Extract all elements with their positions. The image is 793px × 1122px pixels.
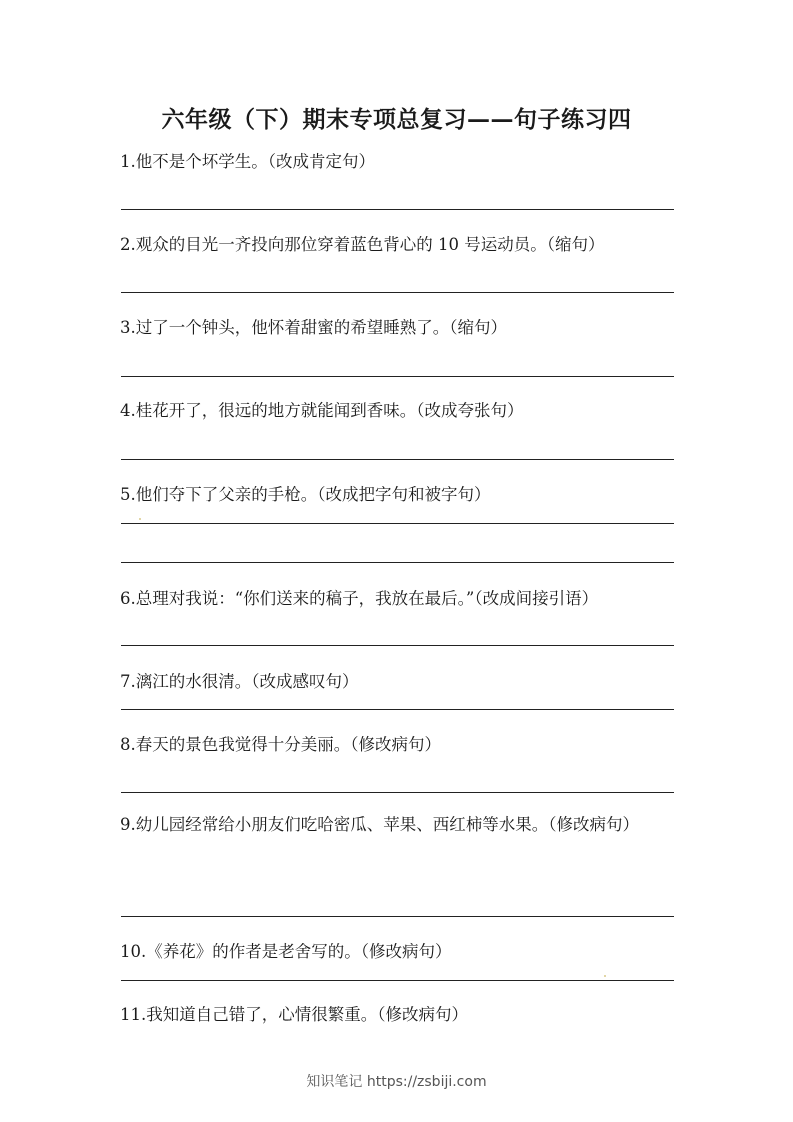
answer-line-10[interactable] — [121, 980, 674, 981]
answer-line-2[interactable] — [121, 292, 674, 293]
answer-line-4[interactable] — [121, 459, 674, 460]
question-3: 3.过了一个钟头，他怀着甜蜜的希望睡熟了。（缩句） — [120, 318, 507, 337]
speck-mark — [604, 975, 606, 977]
footer-watermark: 知识笔记 https://zsbiji.com — [306, 1074, 487, 1090]
answer-line-6[interactable] — [121, 645, 674, 646]
answer-line-5a[interactable] — [121, 523, 674, 524]
question-8: 8.春天的景色我觉得十分美丽。（修改病句） — [120, 735, 441, 754]
question-7: 7.漓江的水很清。（改成感叹句） — [120, 672, 359, 691]
page-title: 六年级（下）期末专项总复习——句子练习四 — [161, 106, 632, 133]
question-2: 2.观众的目光一齐投向那位穿着蓝色背心的 10 号运动员。（缩句） — [120, 235, 605, 254]
answer-line-7[interactable] — [121, 709, 674, 710]
question-10: 10.《养花》的作者是老舍写的。（修改病句） — [120, 942, 452, 961]
question-6: 6.总理对我说：“你们送来的稿子，我放在最后。”（改成间接引语） — [120, 589, 599, 608]
question-9: 9.幼儿园经常给小朋友们吃哈密瓜、苹果、西红柿等水果。（修改病句） — [120, 815, 639, 834]
question-11: 11.我知道自己错了，心情很繁重。（修改病句） — [120, 1005, 468, 1024]
speck-mark — [139, 518, 141, 520]
answer-line-3[interactable] — [121, 376, 674, 377]
question-4: 4.桂花开了，很远的地方就能闻到香味。（改成夸张句） — [120, 401, 524, 420]
answer-line-8[interactable] — [121, 792, 674, 793]
answer-line-5b[interactable] — [121, 562, 674, 563]
answer-line-1[interactable] — [121, 209, 674, 210]
answer-line-9[interactable] — [121, 916, 674, 917]
question-1: 1.他不是个坏学生。（改成肯定句） — [120, 152, 375, 171]
question-5: 5.他们夺下了父亲的手枪。（改成把字句和被字句） — [120, 485, 491, 504]
